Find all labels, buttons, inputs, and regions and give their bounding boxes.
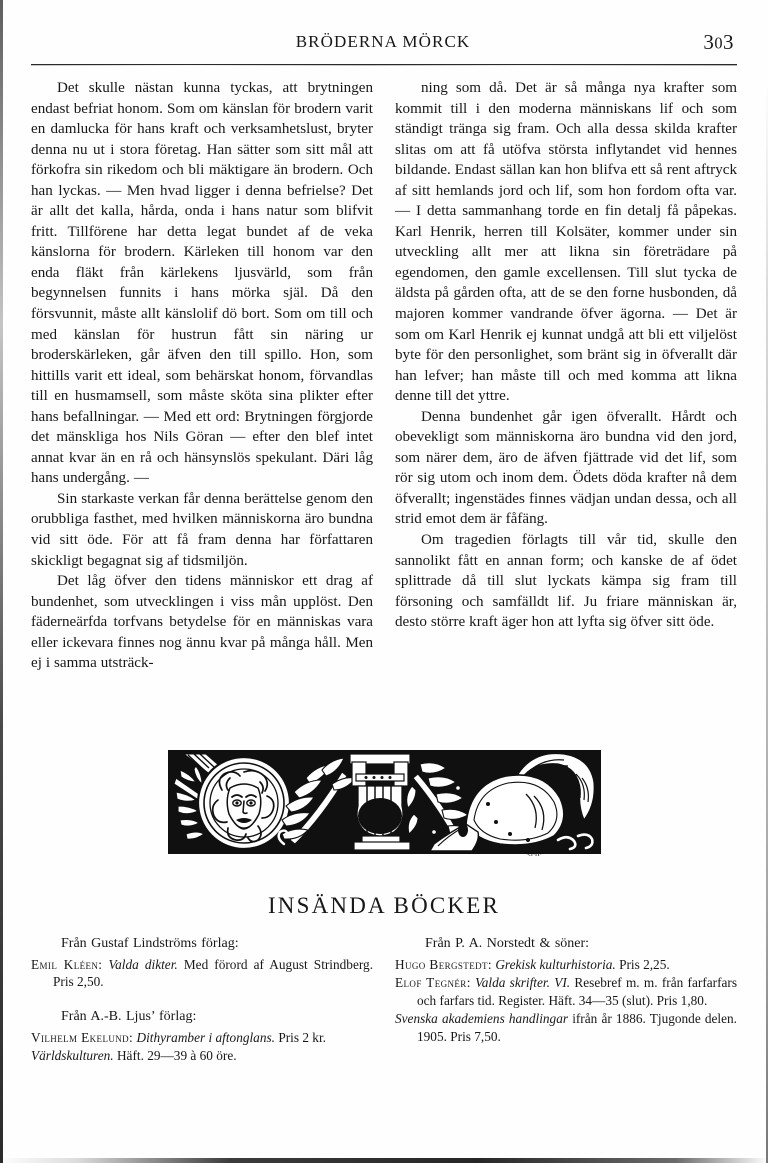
book-entry <box>31 1029 373 1046</box>
book-entry <box>395 974 737 1009</box>
page-number-text: 303 <box>703 30 734 54</box>
book-entry <box>395 956 737 973</box>
books-received-lists <box>31 934 737 1066</box>
book-title: Dithyramber i aftonglans. <box>136 1029 275 1045</box>
publisher-heading: Från P. A. Norstedt & söner: <box>425 936 590 951</box>
body-columns <box>31 78 737 674</box>
books-column-left <box>31 934 373 1066</box>
scan-edge-left <box>0 0 3 1163</box>
paragraph: ning som då. Det är så många nya krafter som kommit till i den moderna människans lif och som ständigt tränga sig fram. Och alla dessa skilda krafter slitas om att få utöfva största inflytandet vid hennes bildande. Endast sällan kan hon blifva ett så rent aftryck af sitt hemlands jord och lif, som hon fordom ofta var. — I detta sammanhang torde en fin detalj få påpekas. Karl Henrik, herren till Kolsäter, kommer under sin utveckling allt mer att likna sin företrädare på egendomen, den gamle excellensen. Till slut tycka de äldsta på gården ofta, att de se den forne husbonden, då majoren kommer vandrande öfver ägorna. — Det är som om Karl Henrik ej kunnat undgå att bli ett viljelöst byte för den personlighet, som bränt sig in öfverallt där han lefver; han måste till och med komma att likna denne till det yttre. <box>395 80 737 405</box>
book-title: Grekisk kulturhistoria. <box>495 957 616 972</box>
book-details: Med förord af August Strindberg. Pris 2,50. <box>53 957 374 990</box>
book-author: Hugo Bergstedt: <box>395 957 492 972</box>
book-entry <box>395 1010 737 1045</box>
book-author: Vilhelm Ekelund: <box>31 1029 134 1045</box>
ornament-signature: ·G·H· <box>525 851 542 858</box>
page-number <box>703 30 734 55</box>
paragraph: Det skulle nästan kunna tyckas, att brytningen endast befriat honom. Som om känslan för brodern varit en damlucka för hans kraft och verksamhetslust, bryter denna nu ut i stora företag. Han sätter som sitt mål att förkofra sin rikedom och bli mäktigare än brodern. Och han lyckas. — Men hvad ligger i denna befrielse? Det är allt det kalla, hårda, onda i hans natur som blifvit fritt. Tillförene har detta legat bundet af de veka känslorna för brodern. Kärleken till honom var den enda fläkt från kärlekens ljusvärld, som från begynnelsen funnits i hans mörka själ. Då den försvunnit, måste allt känslolif dö bort. Som om till och med känslan för hustrun fått sin näring ur broderskärleken, går äfven den till spillo. Hon, som hittills varit ett ideal, som behärskat honom, förvandlas till en husmamsell, som måste sköta sina plikter efter hans befallningar. — Med ett ord: Brytningen förgjorde det mänskliga hos Nils Göran — efter den blef intet annat kvar än en rå och hänsynslös spekulant. Däri låg hans undergång. — <box>31 80 373 487</box>
book-details: ifrån år 1886. Tjugonde delen. 1905. Pris 7,50. <box>417 1011 738 1044</box>
paragraph: Sin starkaste verkan får denna berättelse genom den orubbliga fasthet, med hvilken människorna äro bundna vid sitt öde. För att få fram denna har författaren skickligt begagnat sig af tidsmiljön. <box>31 490 373 569</box>
book-details: Pris 2,25. <box>619 957 670 972</box>
book-details: Pris 2 kr. <box>278 1029 326 1045</box>
running-head <box>30 32 736 62</box>
ornament-container <box>0 748 768 863</box>
scan-edge-bottom <box>0 1158 768 1163</box>
publisher-heading: Från Gustaf Lindströms förlag: <box>61 936 239 951</box>
paragraph: Denna bundenhet går igen öfverallt. Hårdt och obevekligt som människorna äro bundna vid den jord, som närer dem, äro de äfven fjättrade vid det lif, som rör sig utom och inom dem. Ödets döda krafter nå dem öfverallt; ingenstädes finnes vädjan undan dessa, och all strid emot dem är fåfäng. <box>395 408 737 528</box>
publisher-heading: Från A.-B. Ljus’ förlag: <box>61 1008 197 1024</box>
body-column-left <box>31 78 373 674</box>
book-title: Världskulturen. <box>31 1048 114 1064</box>
book-details: Häft. 29—39 à 60 öre. <box>116 1048 237 1064</box>
books-column-right <box>395 934 737 1066</box>
paragraph: Det låg öfver den tidens människor ett drag af bundenhet, som utvecklingen i viss mån upplöst. Den fäderneärfda torfvans betydelse för en människas vara eller ickevara finnes nog ännu kvar på många håll. Men ej i samma utsträck- <box>31 573 373 672</box>
book-title: Valda skrifter. VI. <box>475 975 571 991</box>
book-author: Emil Kléen: <box>31 957 103 972</box>
body-column-right <box>395 78 737 674</box>
book-title: Valda dikter. <box>108 957 178 972</box>
classical-woodcut-vignette-icon <box>166 748 603 858</box>
book-details: Resebref m. m. från farfarfars och farfars tid. Register. Häft. 34—35 (slut). Pris 1,80. <box>417 975 738 1008</box>
section-heading: INSÄNDA BÖCKER <box>267 893 501 918</box>
book-entry <box>31 1047 373 1064</box>
header-rule <box>31 64 737 65</box>
book-entry <box>31 956 373 991</box>
book-author: Elof Tegnér: <box>395 975 471 991</box>
running-title: BRÖDERNA MÖRCK <box>295 32 471 51</box>
book-title: Svenska akademiens handlingar <box>395 1011 569 1027</box>
paragraph: Om tragedien förlagts till vår tid, skulle den sannolikt fått en annan form; och kanske de af ödet splittrade då till slut lyckats kämpa sig fram till försoning och samfälldt lif. Ju friare människan är, desto större kraft äger hon att lyfta sig öfver sitt öde. <box>395 532 737 631</box>
